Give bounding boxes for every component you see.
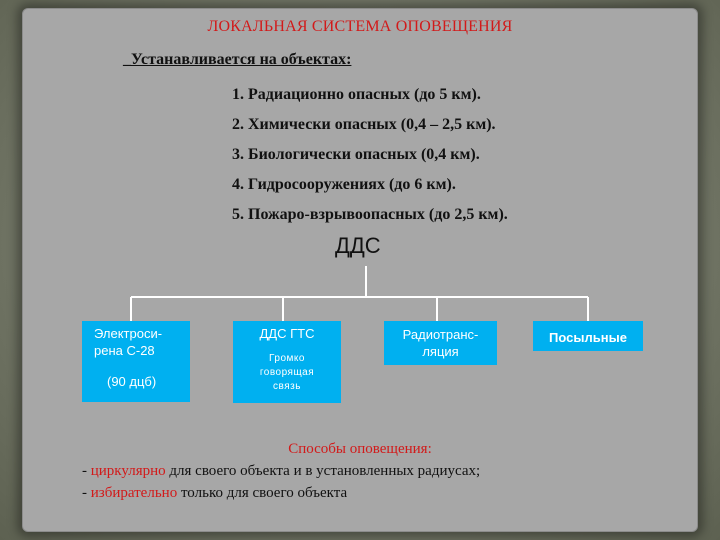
node-sublabel: Громко говорящая связь	[259, 353, 315, 392]
list-item: 5. Пожаро-взрывоопасных (до 2,5 км).	[232, 206, 508, 223]
node-label: Посыльные	[549, 330, 627, 345]
methods-heading: Способы оповещения:	[288, 441, 432, 457]
method-line-selective	[82, 485, 347, 502]
list-item: 1. Радиационно опасных (до 5 км).	[232, 86, 481, 103]
method-text: только для своего объекта	[177, 485, 348, 501]
list-item: 3. Биологически опасных (0,4 км).	[232, 146, 480, 163]
node-messengers	[533, 321, 643, 351]
list-item: 4. Гидросооружениях (до 6 км).	[232, 176, 456, 193]
diagram-root-label: ДДС	[335, 233, 381, 258]
node-label: ДДС ГТС	[259, 326, 315, 341]
method-prefix: -	[82, 485, 91, 501]
method-keyword: циркулярно	[90, 463, 166, 479]
method-text: для своего объекта и в установленных радиусах;	[165, 463, 481, 479]
node-dds-gts	[233, 321, 341, 403]
node-electrosiren	[82, 321, 190, 402]
method-prefix: -	[82, 463, 91, 479]
node-sublabel: (90 дцб)	[107, 374, 157, 389]
slide-title: ЛОКАЛЬНАЯ СИСТЕМА ОПОВЕЩЕНИЯ	[207, 18, 513, 35]
node-label: Электроси- рена С-28	[94, 326, 163, 358]
node-label: Радиотранс- ляция	[402, 327, 479, 359]
list-item: 2. Химически опасных (0,4 – 2,5 км).	[232, 116, 496, 133]
objects-heading: _Устанавливается на объектах:	[123, 51, 352, 68]
node-radio	[384, 321, 497, 365]
method-keyword: избирательно	[90, 485, 178, 501]
method-line-circular	[82, 463, 480, 480]
